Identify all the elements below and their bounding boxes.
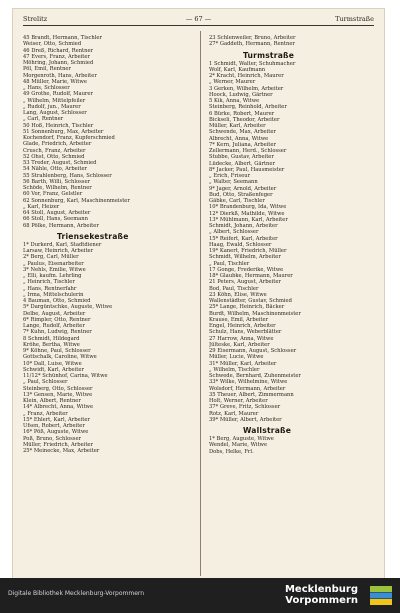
directory-entry: Jülteske, Karl, Arbeiter bbox=[209, 341, 270, 348]
directory-entry: 31* Müller, Karl, Arbeiter bbox=[209, 360, 277, 367]
directory-entry: „ Paulus, Eisenarbeiter bbox=[23, 260, 84, 267]
street-heading: Triensekestraße bbox=[57, 231, 129, 241]
directory-entry: 39* Müller, Albert, Arbeiter bbox=[209, 416, 282, 423]
directory-entry: Dobs, Helke, Frl. bbox=[209, 448, 254, 455]
directory-entry: 6 Bürke, Robert, Maurer bbox=[209, 110, 275, 117]
column-divider bbox=[200, 31, 201, 576]
directory-entry: „ Elli, kaufm. Lehrling bbox=[23, 273, 82, 279]
header-rule bbox=[23, 25, 374, 26]
directory-entry: 66 Stoll, Hans, Seemann bbox=[23, 216, 88, 223]
page-header bbox=[23, 14, 374, 24]
directory-entry: 15* Ehlert, Karl, Arbeiter bbox=[23, 416, 90, 423]
directory-entry: Wolf, Karl, Kaufmann bbox=[209, 66, 266, 73]
directory-entry: Lange, Rudolf, Arbeiter bbox=[23, 323, 85, 329]
directory-entry: Stubbe, Gustav, Arbeiter bbox=[209, 154, 274, 161]
directory-entry: 21 Peters, August, Arbeiter bbox=[209, 279, 281, 286]
directory-entry: 13* Gensen, Marie, Witwe bbox=[23, 391, 93, 398]
directory-entry: „ Hans, Schlosser bbox=[23, 85, 70, 91]
directory-entry: 8* Jacker, Paul, Hausmeister bbox=[209, 166, 285, 173]
directory-entry: 56 Barth, Willi, Schlosser bbox=[23, 178, 90, 185]
directory-entry: Glade, Friedrich, Arbeiter bbox=[23, 141, 92, 148]
directory-entry: „ Franz, Arbeiter bbox=[23, 410, 68, 417]
directory-entry: 54 Nähle, Otto, Arbeiter bbox=[23, 166, 88, 173]
directory-entry: 25* Lange, Heinrich, Bäcker bbox=[209, 304, 285, 311]
directory-entry: Bud, Otto, Straßenfeger bbox=[209, 191, 273, 198]
directory-entry: Schmidt, Wilhelm, Arbeiter bbox=[209, 254, 281, 261]
directory-entry: 2* Kracht, Heinrich, Maurer bbox=[209, 73, 284, 79]
directory-entry: Schmidt, Johann, Arbeiter bbox=[209, 223, 278, 229]
directory-entry: 2* Berg, Carl, Müller bbox=[23, 254, 79, 261]
directory-entry: „ Hans, Rentnerfahr bbox=[23, 285, 77, 292]
library-credit: Digitale Bibliothek Mecklenburg-Vorpommern bbox=[8, 590, 145, 597]
directory-entry: Albrecht, Anna, Witwe bbox=[209, 135, 269, 142]
directory-entry: 35 Theuer, Albert, Zimmermann bbox=[209, 391, 294, 398]
directory-entry: Delbe, August, Arbeiter bbox=[23, 310, 86, 317]
directory-entry: Klein, Albert, Rentner bbox=[23, 398, 81, 404]
directory-entry: 45 Brandt, Hermann, Tischler bbox=[23, 35, 102, 41]
directory-entry: „ Irma, Mittelschulerin bbox=[23, 291, 84, 298]
directory-entry: Poß, Bruno, Schlosser bbox=[23, 435, 82, 442]
directory-entry: 1* Berg, Auguste, Witwe bbox=[209, 436, 274, 442]
directory-entry: Ufsen, Robert, Arbeiter bbox=[23, 423, 85, 429]
directory-entry: Bod, Paul, Tischler bbox=[209, 285, 259, 292]
directory-entry: 18* Glaubke, Hermann, Maurer bbox=[209, 273, 293, 279]
directory-entry: 3* Nehls, Emilie, Witwe bbox=[23, 266, 86, 273]
scanned-page bbox=[12, 8, 385, 580]
directory-entry: 51 Sonnenburg, Max, Arbeiter bbox=[23, 128, 104, 135]
directory-entry: Müller, Karl, Arbeiter bbox=[209, 123, 266, 129]
directory-entry: Müller, Friedrich, Arbeiter bbox=[23, 441, 93, 448]
directory-entry: „ Werner, Maurer bbox=[209, 79, 256, 86]
directory-entry: Zellermann, Herd., Schlosser bbox=[209, 148, 287, 154]
directory-entry: Haag, Ewald, Schlosser bbox=[209, 241, 272, 248]
directory-entry: 6* Rimpler, Otto, Rentner bbox=[23, 316, 91, 323]
directory-entry: 55 Strahlenberg, Hans, Schlosser bbox=[23, 172, 112, 179]
left-column bbox=[23, 35, 185, 454]
street-heading: Turmstraße bbox=[243, 50, 295, 60]
directory-entry: Möhring, Johann, Schmied bbox=[23, 60, 94, 66]
directory-entry: Lüdecke, Albert, Gärtner bbox=[209, 160, 275, 167]
directory-entry: 12* Dierkß, Mathilde, Witwe bbox=[209, 210, 285, 217]
directory-entry: Holt, Werner, Arbeiter bbox=[209, 398, 268, 404]
directory-entry: 9* Jager, Arnold, Arbeiter bbox=[209, 185, 277, 192]
directory-entry: Wallenstädter, Gustav, Schmied bbox=[209, 298, 292, 304]
directory-entry: 7* Kern, Juliana, Arbeiter bbox=[209, 141, 276, 148]
directory-entry: „ Carl, Rentner bbox=[23, 116, 64, 123]
directory-entry: 27* Gaddeth, Hermann, Rentner bbox=[209, 41, 295, 48]
directory-entry: 10* Dall, Luise, Witwe bbox=[23, 360, 82, 367]
directory-entry: 49 Grothe, Rudolf, Maurer bbox=[23, 91, 93, 98]
directory-entry: Schwende, Max, Arbeiter bbox=[209, 129, 276, 136]
street-heading: Wallstraße bbox=[243, 426, 292, 435]
directory-entry: 33* Wilke, Wilhelmine, Witwe bbox=[209, 379, 288, 386]
directory-entry: Rotz, Karl, Maurer bbox=[209, 410, 259, 417]
directory-entry: 9* Köhne, Paul, Schlosser bbox=[23, 348, 91, 354]
directory-entry: 23 Köhn, Elise, Witwe bbox=[209, 291, 267, 298]
directory-entry: „ Erich, Friseur bbox=[209, 173, 251, 179]
directory-entry: „ Paul, Tischler bbox=[209, 260, 250, 267]
directory-entry: 4 Bauman, Otto, Schmied bbox=[23, 298, 91, 304]
directory-entry: Morgenroth, Hans, Arbeiter bbox=[23, 72, 97, 79]
directory-entry: 8 Schmidt, Hildegard bbox=[23, 335, 80, 342]
directory-entry: Steinberg, Reinhold, Arbeiter bbox=[209, 104, 287, 111]
directory-entry: 68 Pölke, Hermann, Arbeiter bbox=[23, 222, 99, 229]
directory-entry: 60 Vor, Franz, Gelstler bbox=[23, 191, 83, 198]
directory-entry: 14* Albrecht, Anna, Witwe bbox=[23, 404, 94, 411]
directory-entry: „ Rudolf, jun., Maurer bbox=[23, 103, 81, 110]
directory-entry: Gottschalk, Caroline, Witwe bbox=[23, 354, 97, 361]
directory-entry: 15* Reifert, Karl, Arbeiter bbox=[209, 235, 278, 242]
directory-entry: 62 Sonnenburg, Karl, Maschinenmeister bbox=[23, 197, 130, 204]
directory-entry: 5* Dargüntschke, Auguste, Witwe bbox=[23, 304, 113, 311]
directory-entry: Schulz, Hans, Weberblätter bbox=[209, 329, 282, 336]
directory-entry: 23 Schlenweiler, Bruno, Arbeiter bbox=[209, 35, 296, 41]
directory-entry: Steinberg, Otto, Schlosser bbox=[23, 385, 93, 392]
brand-line-1: Mecklenburg bbox=[284, 584, 358, 595]
directory-entry: 29 Eisermann, August, Schlosser bbox=[209, 348, 297, 354]
directory-entry: Kröhe, Bertha, Witwe bbox=[23, 341, 80, 348]
directory-entry: 53 Treder, August, Schmied bbox=[23, 160, 97, 166]
directory-entry: Hoock, Ludwig, Gärtner bbox=[209, 91, 273, 98]
directory-entry: Pöl, Emil, Rentner bbox=[23, 66, 71, 73]
directory-entry: 7* Kuhn, Ludwig, Rentner bbox=[23, 329, 92, 336]
directory-entry: Engel, Heinrich, Arbeiter bbox=[209, 323, 276, 329]
directory-entry: „ Albert, Schlosser bbox=[209, 229, 259, 236]
directory-entry: Larsaw, Heinrich, Arbeiter bbox=[23, 248, 94, 254]
brand-line-2: Vorpommern bbox=[285, 595, 358, 606]
directory-entry: 5 Kik, Anna, Witwe bbox=[209, 98, 260, 104]
header-left: Strelitz bbox=[23, 15, 48, 23]
directory-entry: 3 Gerken, Wilhelm, Arbeiter bbox=[209, 85, 284, 92]
directory-entry: Schöde, Wilhelm, Rentner bbox=[23, 185, 92, 191]
directory-entry: 52 Ohst, Otto, Schmied bbox=[23, 153, 85, 160]
brand-text bbox=[285, 584, 358, 606]
directory-entry: „ Wilhelm, Mittelpfeiler bbox=[23, 97, 86, 104]
directory-entry: 48 Müller, Marie, Witwe bbox=[23, 78, 87, 85]
directory-entry: „ Wilhelm, Tischler bbox=[209, 366, 260, 373]
directory-entry: Wendel, Marie, Witwe bbox=[209, 442, 268, 449]
directory-entry: 37* Greve, Fritz, Schlosser bbox=[209, 404, 281, 411]
directory-entry: 19* Kanert, Friedrich, Müller bbox=[209, 248, 287, 254]
directory-entry: „ Karl, Heizer bbox=[23, 203, 60, 210]
directory-entry: 46 Dreß, Richard, Rentner bbox=[23, 47, 94, 54]
directory-entry: Kochendorf, Franz, Kupferschmied bbox=[23, 135, 115, 141]
directory-entry: Burdt, Wilhelm, Maschinenmeister bbox=[209, 310, 301, 317]
directory-entry: 11/12* Schünhof, Carina, Witwe bbox=[23, 373, 108, 379]
right-column bbox=[209, 35, 371, 455]
directory-entry: 13* Mühlmann, Karl, Arbeiter bbox=[209, 216, 288, 223]
directory-entry: 50 Hoß, Heinrich, Tischler bbox=[23, 122, 94, 129]
brand-logo-icon bbox=[370, 586, 392, 605]
directory-entry: 1* Durkerd, Karl, Stadtdiener bbox=[23, 241, 102, 248]
directory-entry: Lang, August, Schlosser bbox=[23, 110, 87, 116]
directory-entry: Schwede, Bernhard, Zuhenmeister bbox=[209, 373, 301, 379]
directory-entry: 25* Meinecke, Max, Arbeiter bbox=[23, 448, 100, 454]
directory-entry: Gäbke, Carl, Tischler bbox=[209, 198, 265, 204]
directory-entry: Krause, Emil, Arbeiter bbox=[209, 316, 269, 323]
directory-entry: 16* Pöß, Auguste, Witwe bbox=[23, 429, 89, 436]
directory-entry: „ Paul, Schlosser bbox=[23, 379, 68, 386]
directory-entry: Wolsdorf, Hermann, Arbeiter bbox=[209, 385, 286, 392]
directory-entry: Müller, Lucie, Witwe bbox=[209, 354, 264, 361]
header-right: Turmstraße bbox=[335, 15, 374, 23]
directory-entry: 1 Schmidt, Walter, Schuhmacher bbox=[209, 60, 296, 67]
directory-entry: 64 Stoll, August, Arbeiter bbox=[23, 210, 91, 216]
directory-entry: 27 Harrow, Anna, Witwe bbox=[209, 335, 274, 342]
directory-entry: „ Heinrich, Tischler bbox=[23, 279, 75, 286]
directory-entry: „ Walter, Seemann bbox=[209, 179, 258, 186]
directory-entry: 17 Gonge, Frederike, Witwe bbox=[209, 266, 284, 273]
directory-entry: Crusch, Franz, Arbeiter bbox=[23, 147, 86, 154]
viewer-footer bbox=[0, 578, 400, 613]
directory-entry: Schwidt, Karl, Arbeiter bbox=[23, 366, 84, 373]
directory-entry: 10* Brandenburg, Ida, Witwe bbox=[209, 204, 287, 211]
directory-entry: 47 Evers, Franz, Arbeiter bbox=[23, 53, 90, 60]
directory-entry: Weiser, Otto, Schmied bbox=[23, 41, 82, 48]
page-number: — 67 — bbox=[185, 15, 212, 23]
directory-entry: Bickseli, Theodor, Arbeiter bbox=[209, 116, 280, 123]
